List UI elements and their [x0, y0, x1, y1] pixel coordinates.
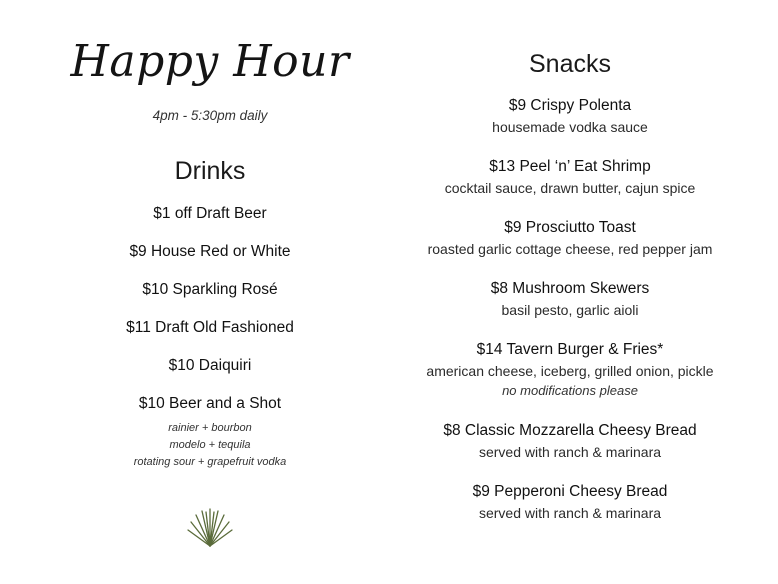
- pairing-line: rotating sour + grapefruit vodka: [133, 456, 287, 468]
- snack-name: $9 Prosciutto Toast: [504, 219, 636, 236]
- palm-fan-logo-icon: [186, 508, 234, 548]
- snacks-heading: Snacks: [529, 50, 611, 78]
- snack-name: $8 Mushroom Skewers: [490, 280, 650, 297]
- snack-name: $13 Peel ‘n’ Eat Shrimp: [489, 158, 651, 175]
- snack-name: $14 Tavern Burger & Fries*: [476, 341, 664, 358]
- snack-note: no modifications please: [502, 383, 638, 398]
- page-title: Happy Hour: [70, 36, 350, 87]
- snack-description: housemade vodka sauce: [492, 119, 648, 135]
- snack-description: served with ranch & marinara: [478, 505, 662, 521]
- snack-description: served with ranch & marinara: [478, 444, 662, 460]
- snack-description: basil pesto, garlic aioli: [501, 302, 639, 318]
- drink-item: $11 Draft Old Fashioned: [126, 319, 294, 336]
- pairing-line: rainier + bourbon: [168, 422, 252, 434]
- snack-description: roasted garlic cottage cheese, red pepper jam: [427, 241, 713, 257]
- snack-description: american cheese, iceberg, grilled onion, pickle: [426, 363, 714, 379]
- drink-item: $1 off Draft Beer: [153, 205, 267, 222]
- snack-name: $8 Classic Mozzarella Cheesy Bread: [443, 422, 697, 439]
- drink-item: $10 Daiquiri: [168, 357, 252, 374]
- drink-item: $9 House Red or White: [129, 243, 291, 260]
- drink-item: $10 Sparkling Rosé: [142, 281, 278, 298]
- drinks-heading: Drinks: [174, 157, 246, 185]
- snack-name: $9 Pepperoni Cheesy Bread: [472, 483, 668, 500]
- drink-item: $10 Beer and a Shot: [138, 395, 282, 412]
- snack-description: cocktail sauce, drawn butter, cajun spice: [444, 180, 696, 196]
- snack-name: $9 Crispy Polenta: [508, 97, 632, 114]
- hours-text: 4pm - 5:30pm daily: [152, 108, 268, 123]
- pairing-line: modelo + tequila: [169, 439, 251, 451]
